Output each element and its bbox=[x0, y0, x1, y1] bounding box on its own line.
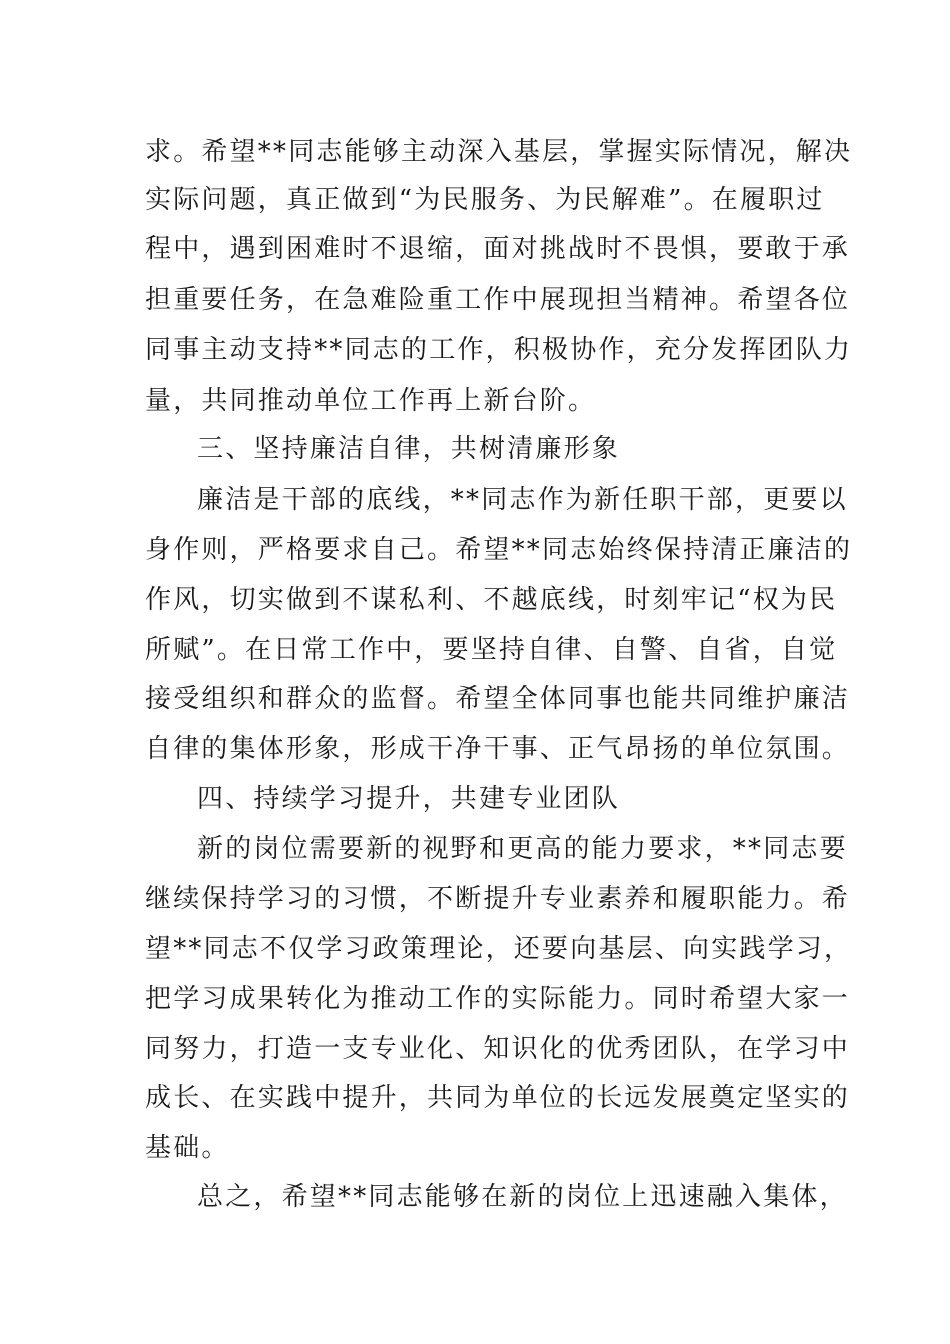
text-line: 量，共同推动单位工作再上新台阶。 bbox=[145, 386, 597, 416]
text-line: 担重要任务，在急难险重工作中展现担当精神。希望各位 bbox=[145, 285, 851, 315]
text-line: 新的岗位需要新的视野和更高的能力要求，**同志要 bbox=[197, 834, 848, 864]
section-heading: 三、坚持廉洁自律，共树清廉形象 bbox=[197, 434, 621, 464]
text-line: 所赋”。在日常工作中，要坚持自律、自警、自省，自觉 bbox=[145, 635, 838, 665]
text-line: 求。希望**同志能够主动深入基层，掌握实际情况，解决 bbox=[145, 137, 853, 167]
text-line: 成长、在实践中提升，共同为单位的长远发展奠定坚实的 bbox=[145, 1083, 851, 1113]
text-line: 身作则，严格要求自己。希望**同志始终保持清正廉洁的 bbox=[145, 535, 853, 565]
text-line: 同努力，打造一支专业化、知识化的优秀团队，在学习中 bbox=[145, 1034, 851, 1064]
text-line: 接受组织和群众的监督。希望全体同事也能共同维护廉洁 bbox=[145, 684, 851, 714]
text-line: 程中，遇到困难时不退缩，面对挑战时不畏惧，要敢于承 bbox=[145, 234, 851, 264]
text-line: 作风，切实做到不谋私利、不越底线，时刻牢记“权为民 bbox=[145, 585, 838, 615]
text-line: 实际问题，真正做到“为民服务、为民解难”。在履职过 bbox=[145, 185, 825, 215]
text-line: 继续保持学习的习惯，不断提升专业素养和履职能力。希 bbox=[145, 884, 851, 914]
text-line: 同事主动支持**同志的工作，积极协作，充分发挥团队力 bbox=[145, 335, 853, 365]
text-line: 基础。 bbox=[145, 1133, 230, 1163]
section-heading: 四、持续学习提升，共建专业团队 bbox=[197, 784, 621, 814]
text-line: 望**同志不仅学习政策理论，还要向基层、向实践学习， bbox=[145, 934, 853, 964]
text-line: 把学习成果转化为推动工作的实际能力。同时希望大家一 bbox=[145, 984, 851, 1014]
text-line: 廉洁是干部的底线，**同志作为新任职干部，更要以 bbox=[197, 485, 848, 515]
text-line: 自律的集体形象，形成干净干事、正气昂扬的单位氛围。 bbox=[145, 734, 851, 764]
text-line: 总之，希望**同志能够在新的岗位上迅速融入集体， bbox=[197, 1182, 848, 1212]
